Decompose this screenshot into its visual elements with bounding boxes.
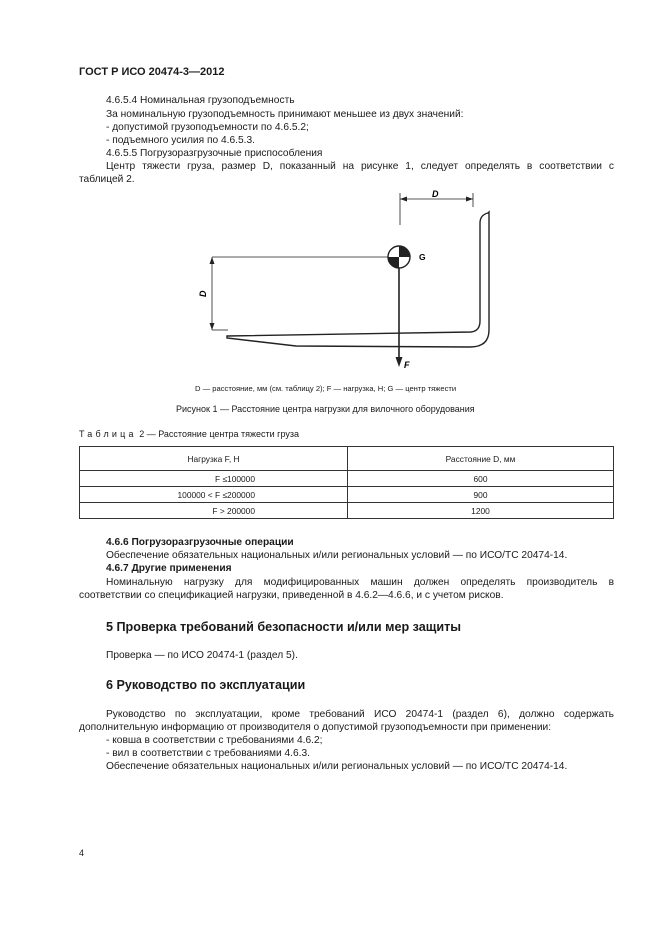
figure-title: Рисунок 1 — Расстояние центра нагрузки для вилочного оборудования (176, 404, 475, 414)
clause-4-6-7-text: Номинальную нагрузку для модифицированных машин должен определять производитель в (106, 577, 614, 588)
table-row (80, 487, 614, 503)
clause-4-6-6-title: 4.6.6 Погрузоразгрузочные операции (106, 537, 294, 548)
figure-legend: D — расстояние, мм (см. таблицу 2); F — нагрузка, Н; G — центр тяжести (195, 384, 457, 393)
table-row (80, 503, 614, 519)
column-header-distance: Расстояние D, мм (348, 447, 614, 471)
fork-outline (227, 212, 489, 347)
list-item: - ковша в соответствии с требованиями 4.6.2; (106, 735, 323, 746)
force-f-label: F (404, 360, 410, 370)
table-header-row (80, 447, 614, 471)
cog-quadrant (399, 246, 410, 257)
table-title-label: Таблица (79, 429, 137, 439)
dimension-d-top-label: D (432, 189, 439, 199)
rated-capacity-text: За номинальную грузоподъемность принимают меньшее из двух значений: (106, 109, 464, 120)
clause-4-6-5-4-title: 4.6.5.4 Номинальная грузоподъемность (106, 95, 295, 106)
list-item: - вил в соответствии с требованиями 4.6.3. (106, 748, 311, 759)
arrowhead (400, 197, 407, 202)
fork-load-center-figure (180, 185, 520, 375)
arrowhead (210, 323, 215, 330)
list-item: - допустимой грузоподъемности по 4.6.5.2; (106, 122, 309, 133)
list-item: - подъемного усилия по 4.6.5.3. (106, 135, 255, 146)
section-5-heading: 5 Проверка требований безопасности и/или мер защиты (106, 620, 462, 634)
table-title (79, 429, 299, 439)
distance-cell: 600 (348, 471, 614, 487)
distance-cell: 1200 (348, 503, 614, 519)
section-6-text-cont: дополнительную информацию от производителя о допустимой грузоподъемности при применении: (79, 722, 552, 733)
section-6-heading: 6 Руководство по эксплуатации (106, 678, 306, 692)
page-number: 4 (79, 848, 85, 858)
arrowhead (210, 257, 215, 264)
center-of-gravity-text: Центр тяжести груза, размер D, показанный на рисунке 1, следует определять в соответствии с (106, 161, 614, 172)
distance-cell: 900 (348, 487, 614, 503)
table-title-text: 2 — Расстояние центра тяжести груза (136, 429, 299, 439)
section-5-text: Проверка — по ИСО 20474-1 (раздел 5). (106, 650, 298, 661)
section-6-text: Руководство по эксплуатации, кроме требований ИСО 20474-1 (раздел 6), должно содержать (106, 709, 614, 720)
load-cell: F ≤100000 (80, 471, 348, 487)
document-header: ГОСТ Р ИСО 20474-3—2012 (79, 66, 225, 78)
clause-4-6-7-text-cont: соответствии со спецификацией нагрузки, приведенной в 4.6.2—4.6.6, и с учетом рисков. (79, 590, 504, 601)
load-cell: 100000 < F ≤200000 (80, 487, 348, 503)
dimension-d-left-label: D (198, 290, 208, 297)
clause-4-6-5-5-title: 4.6.5.5 Погрузоразгрузочные приспособления (106, 148, 323, 159)
load-center-table (79, 446, 614, 519)
clause-4-6-6-text: Обеспечение обязательных национальных и/или региональных условий — по ИСО/ТС 20474-14. (106, 550, 568, 561)
cog-g-label: G (419, 252, 426, 262)
table-row (80, 471, 614, 487)
clause-4-6-7-title: 4.6.7 Другие применения (106, 563, 232, 574)
section-6-conditions-text: Обеспечение обязательных национальных и/или региональных условий — по ИСО/ТС 20474-14. (106, 761, 568, 772)
arrowhead (466, 197, 473, 202)
cog-quadrant (388, 257, 399, 268)
load-cell: F > 200000 (80, 503, 348, 519)
column-header-load: Нагрузка F, Н (80, 447, 348, 471)
force-arrowhead (396, 357, 403, 367)
center-of-gravity-text-cont: таблицей 2. (79, 174, 135, 185)
